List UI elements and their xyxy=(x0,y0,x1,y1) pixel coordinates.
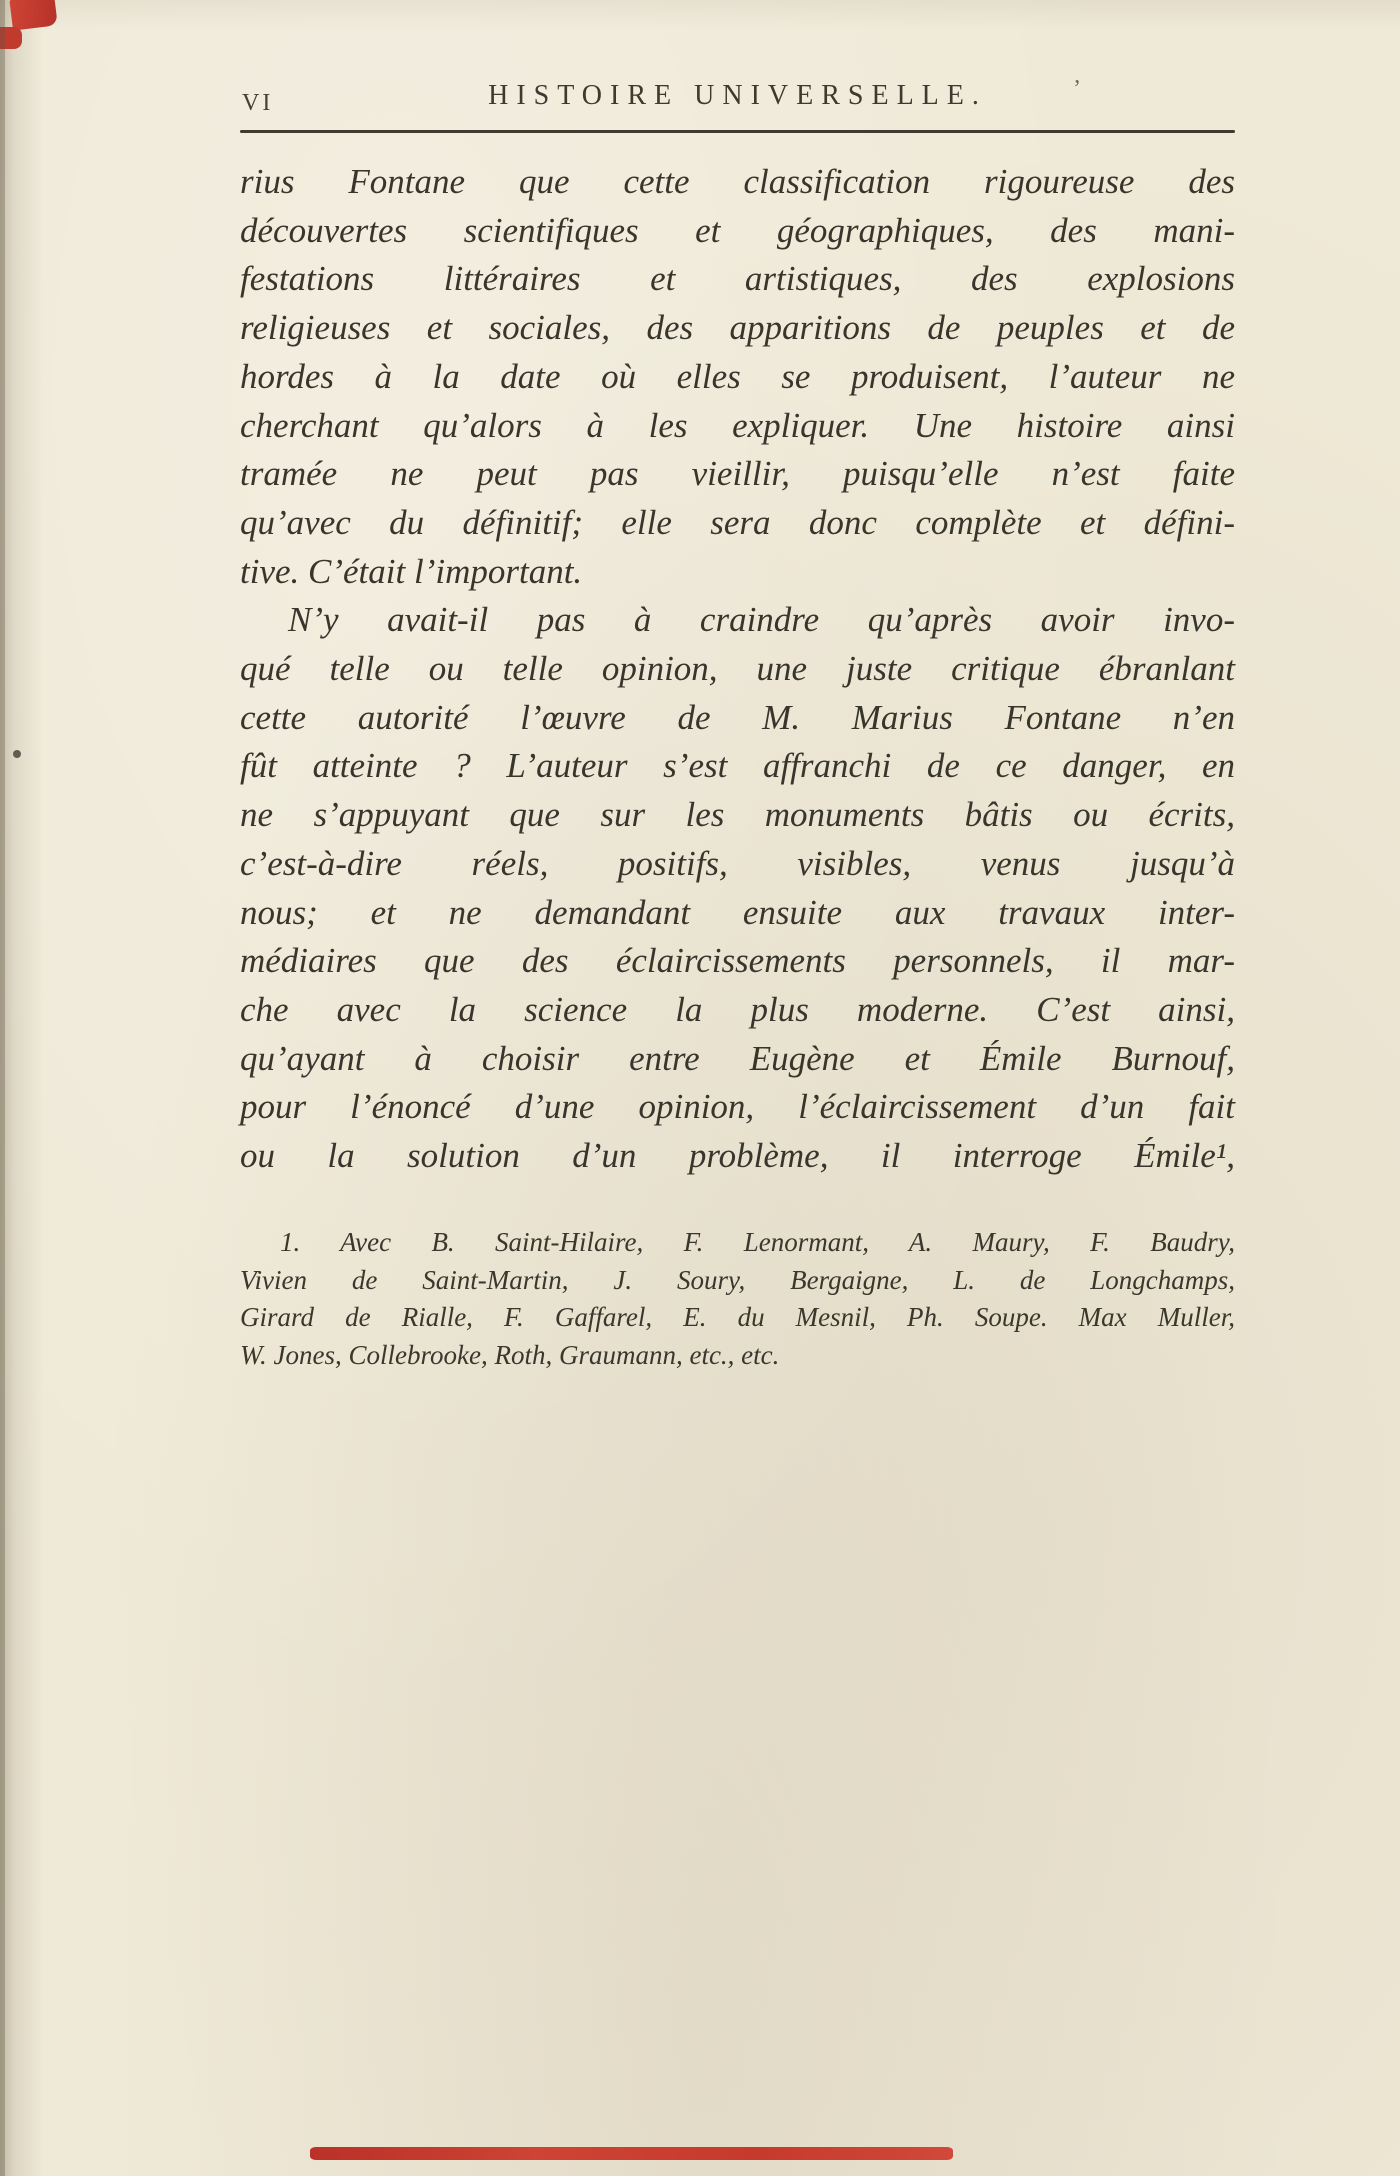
text-line: che avec la science la plus moderne. C’est ainsi, xyxy=(240,989,1235,1029)
footnote-line: W. Jones, Collebrooke, Roth, Graumann, etc., etc. xyxy=(240,1339,780,1370)
page-number: VI xyxy=(242,90,274,116)
body-text xyxy=(240,158,1235,1181)
text-line: médiaires que des éclaircissements personnels, il mar- xyxy=(240,941,1235,981)
stray-ink-mark: ’ xyxy=(1073,76,1081,102)
footnote-line: Girard de Rialle, F. Gaffarel, E. du Mesnil, Ph. Soupe. Max Muller, xyxy=(240,1302,1235,1332)
text-line: qu’avec du définitif; elle sera donc complète et défini- xyxy=(240,502,1235,542)
text-line: N’y avait-il pas à craindre qu’après avoir invo- xyxy=(288,600,1235,640)
header-divider-rule xyxy=(240,130,1235,133)
footnote-text xyxy=(240,1224,1235,1374)
text-line: découvertes scientifiques et géographiques, des mani- xyxy=(240,210,1235,250)
page-left-edge-shadow xyxy=(0,0,5,2176)
red-edge-mark-bottom xyxy=(310,2147,953,2160)
ink-speck xyxy=(13,750,21,758)
text-line: tramée ne peut pas vieillir, puisqu’elle n’est faite xyxy=(240,454,1235,494)
text-line: qué telle ou telle opinion, une juste critique ébranlant xyxy=(240,649,1235,689)
red-edge-mark-top xyxy=(9,0,58,31)
text-line: rius Fontane que cette classification rigoureuse des xyxy=(240,162,1235,201)
text-line: hordes à la date où elles se produisent, l’auteur ne xyxy=(240,356,1235,396)
text-line: pour l’énoncé d’une opinion, l’éclaircissement d’un fait xyxy=(240,1087,1235,1127)
text-line: fût atteinte ? L’auteur s’est affranchi de ce danger, en xyxy=(240,746,1235,786)
text-line: festations littéraires et artistiques, des explosions xyxy=(240,259,1235,299)
text-line: religieuses et sociales, des apparitions de peuples et de xyxy=(240,308,1235,348)
footnote-line: Vivien de Saint-Martin, J. Soury, Bergaigne, L. de Longchamps, xyxy=(240,1264,1235,1295)
footnote-line: 1. Avec B. Saint-Hilaire, F. Lenormant, A. Maury, F. Baudry, xyxy=(280,1227,1235,1257)
text-line: ne s’appuyant que sur les monuments bâtis ou écrits, xyxy=(240,795,1235,835)
text-line: cherchant qu’alors à les expliquer. Une histoire ainsi xyxy=(240,405,1235,445)
text-line: cette autorité l’œuvre de M. Marius Fontane n’en xyxy=(240,697,1235,737)
text-line: c’est-à-dire réels, positifs, visibles, venus jusqu’à xyxy=(240,843,1235,883)
text-line: ou la solution d’un problème, il interroge Émile¹, xyxy=(240,1136,1235,1176)
header-title: HISTOIRE UNIVERSELLE. xyxy=(488,80,987,111)
running-header xyxy=(240,80,1235,124)
text-line: qu’ayant à choisir entre Eugène et Émile Burnouf, xyxy=(240,1038,1235,1078)
text-line: nous; et ne demandant ensuite aux travaux inter- xyxy=(240,892,1235,932)
text-line: tive. C’était l’important. xyxy=(240,551,583,591)
